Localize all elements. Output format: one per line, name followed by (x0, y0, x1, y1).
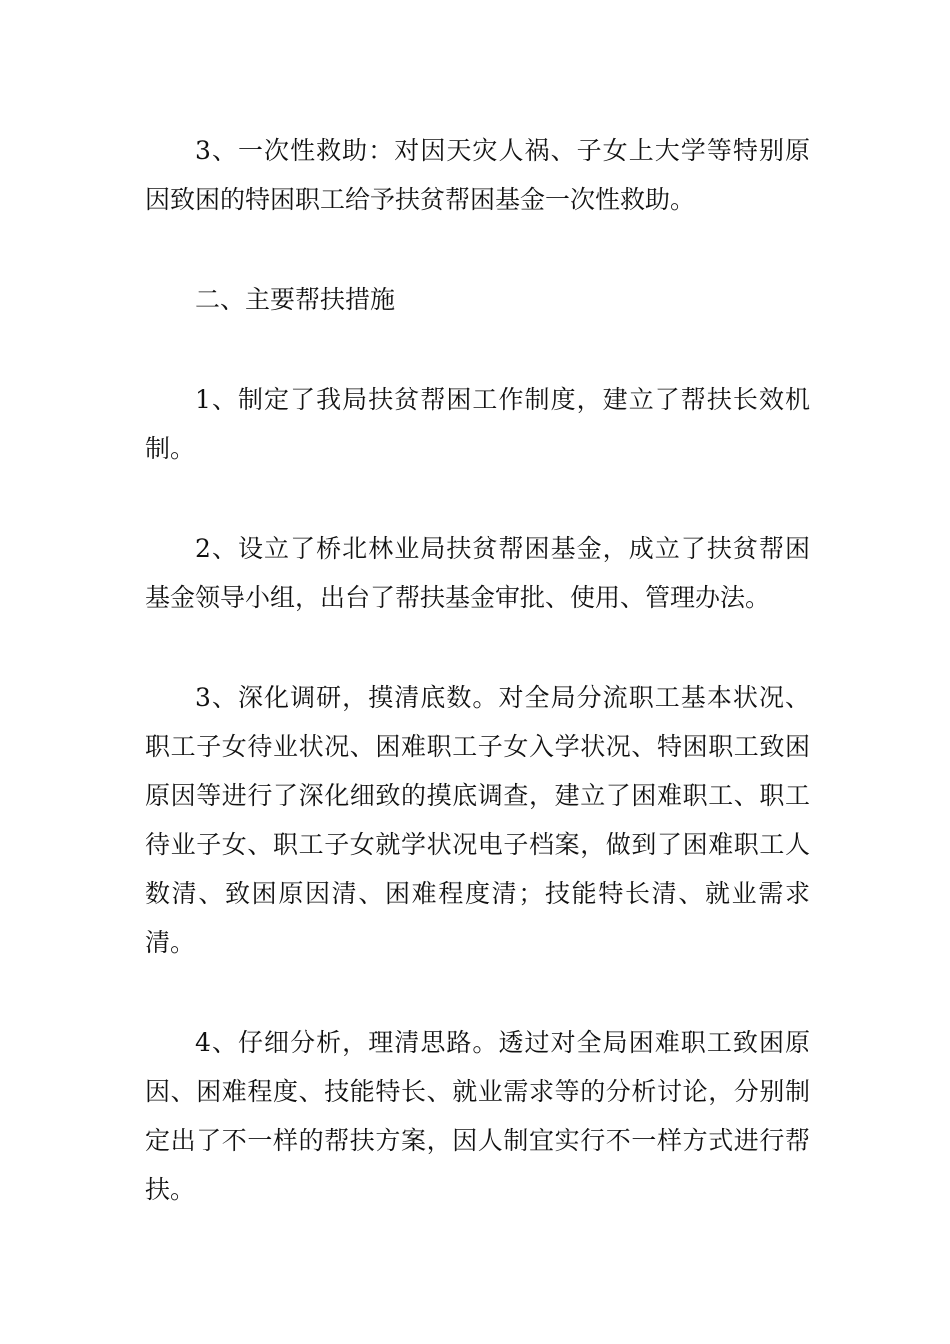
paragraph-analysis: 4、仔细分析，理清思路。透过对全局困难职工致困原因、困难程度、技能特长、就业需求等的分析讨论，分别制定出了不一样的帮扶方案，因人制宜实行不一样方式进行帮扶。 (145, 1028, 810, 1204)
paragraph-work-system: 1、制定了我局扶贫帮困工作制度，建立了帮扶长效机制。 (145, 385, 810, 463)
paragraph-relief-fund: 2、设立了桥北林业局扶贫帮困基金，成立了扶贫帮困基金领导小组，出台了帮扶基金审批、使用、管理办法。 (145, 534, 810, 612)
section-heading-main-measures: 二、主要帮扶措施 (195, 285, 396, 314)
paragraph-one-time-relief: 3、一次性救助：对因天灾人祸、子女上大学等特别原因致困的特困职工给予扶贫帮困基金一次性救助。 (145, 136, 810, 214)
document-body (145, 126, 810, 1265)
paragraph-investigation: 3、深化调研，摸清底数。对全局分流职工基本状况、职工子女待业状况、困难职工子女入学状况、特困职工致困原因等进行了深化细致的摸底调查，建立了困难职工、职工待业子女、职工子女就学状况电子档案，做到了困难职工人数清、致困原因清、困难程度清；技能特长清、就业需求清。 (145, 683, 810, 957)
